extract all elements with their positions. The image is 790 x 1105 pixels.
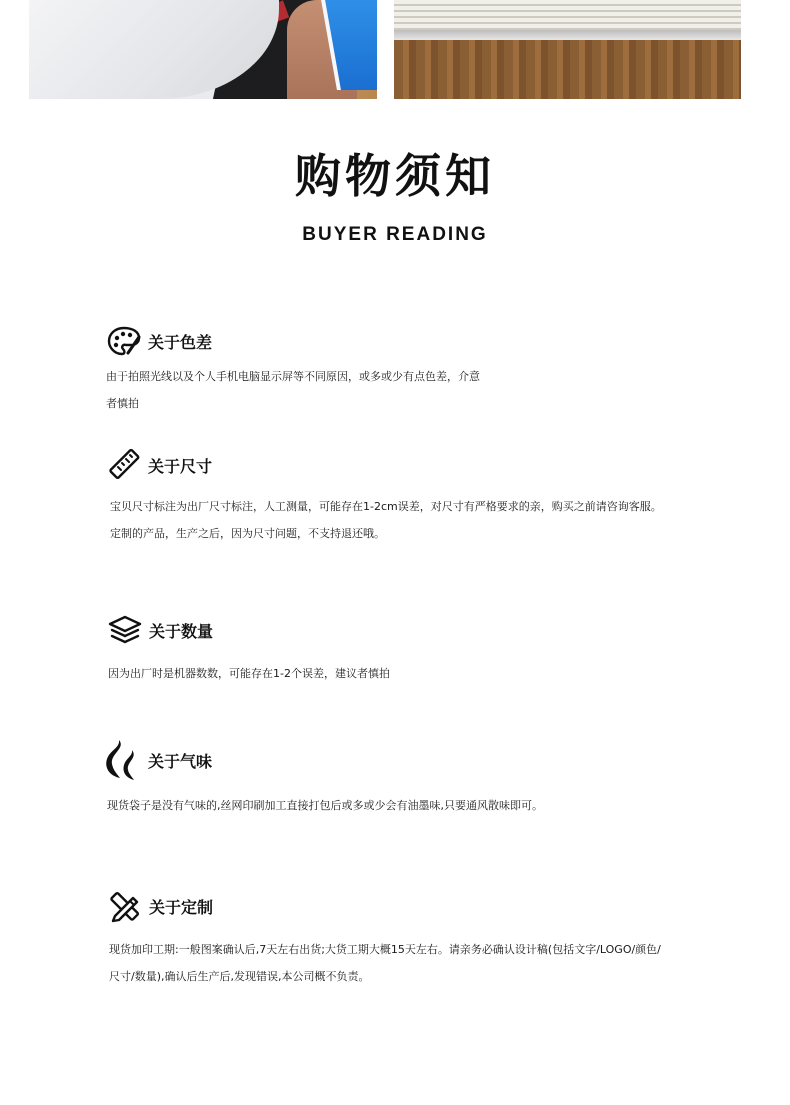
section-header-custom [107,888,213,924]
section-text-line: 尺寸/数量),确认后生产后,发现错误,本公司概不负责。 [109,970,370,983]
section-title: 关于定制 [149,897,214,917]
page-subtitle: BUYER READING [302,224,488,245]
section-title: 关于气味 [148,751,213,771]
section-text-line: 现货袋子是没有气味的,丝网印刷加工直接打包后或多或少会有油墨味,只要通风散味即可。 [107,799,543,812]
window-frame [394,30,741,40]
palette-icon [106,323,142,359]
section-title: 关于尺寸 [148,456,213,476]
product-photo-left [29,0,377,99]
section-text-line: 者慎拍 [106,397,139,410]
page-title: 购物须知 [295,149,495,203]
section-text-line: 宝贝尺寸标注为出厂尺寸标注，人工测量，可能存在1-2cm误差，对尺寸有严格要求的亲，购买之前请咨询客服。 [110,500,662,513]
product-photo-right [394,0,741,99]
section-header-quantity [107,612,213,648]
section-header-smell [102,738,212,782]
section-header-size [106,447,212,483]
ruler-icon [106,447,142,483]
section-text-line: 现货加印工期:一般图案确认后,7天左右出货;大货工期大概15天左右。请亲务必确认设计稿(包括文字/LOGO/颜色/ [109,943,661,956]
section-text-line: 由于拍照光线以及个人手机电脑显示屏等不同原因，或多或少有点色差，介意 [106,370,480,383]
flame-icon [102,738,142,782]
wood-panel [394,40,741,99]
pencil-ruler-icon [107,888,143,924]
section-text-line: 定制的产品，生产之后，因为尺寸问题，不支持退还哦。 [110,527,385,540]
section-header-color [106,323,212,359]
section-title: 关于数量 [149,621,214,641]
layers-icon [107,612,143,648]
section-text-line: 因为出厂时是机器数数，可能存在1-2个误差，建议者慎拍 [108,667,390,680]
section-title: 关于色差 [148,332,213,352]
